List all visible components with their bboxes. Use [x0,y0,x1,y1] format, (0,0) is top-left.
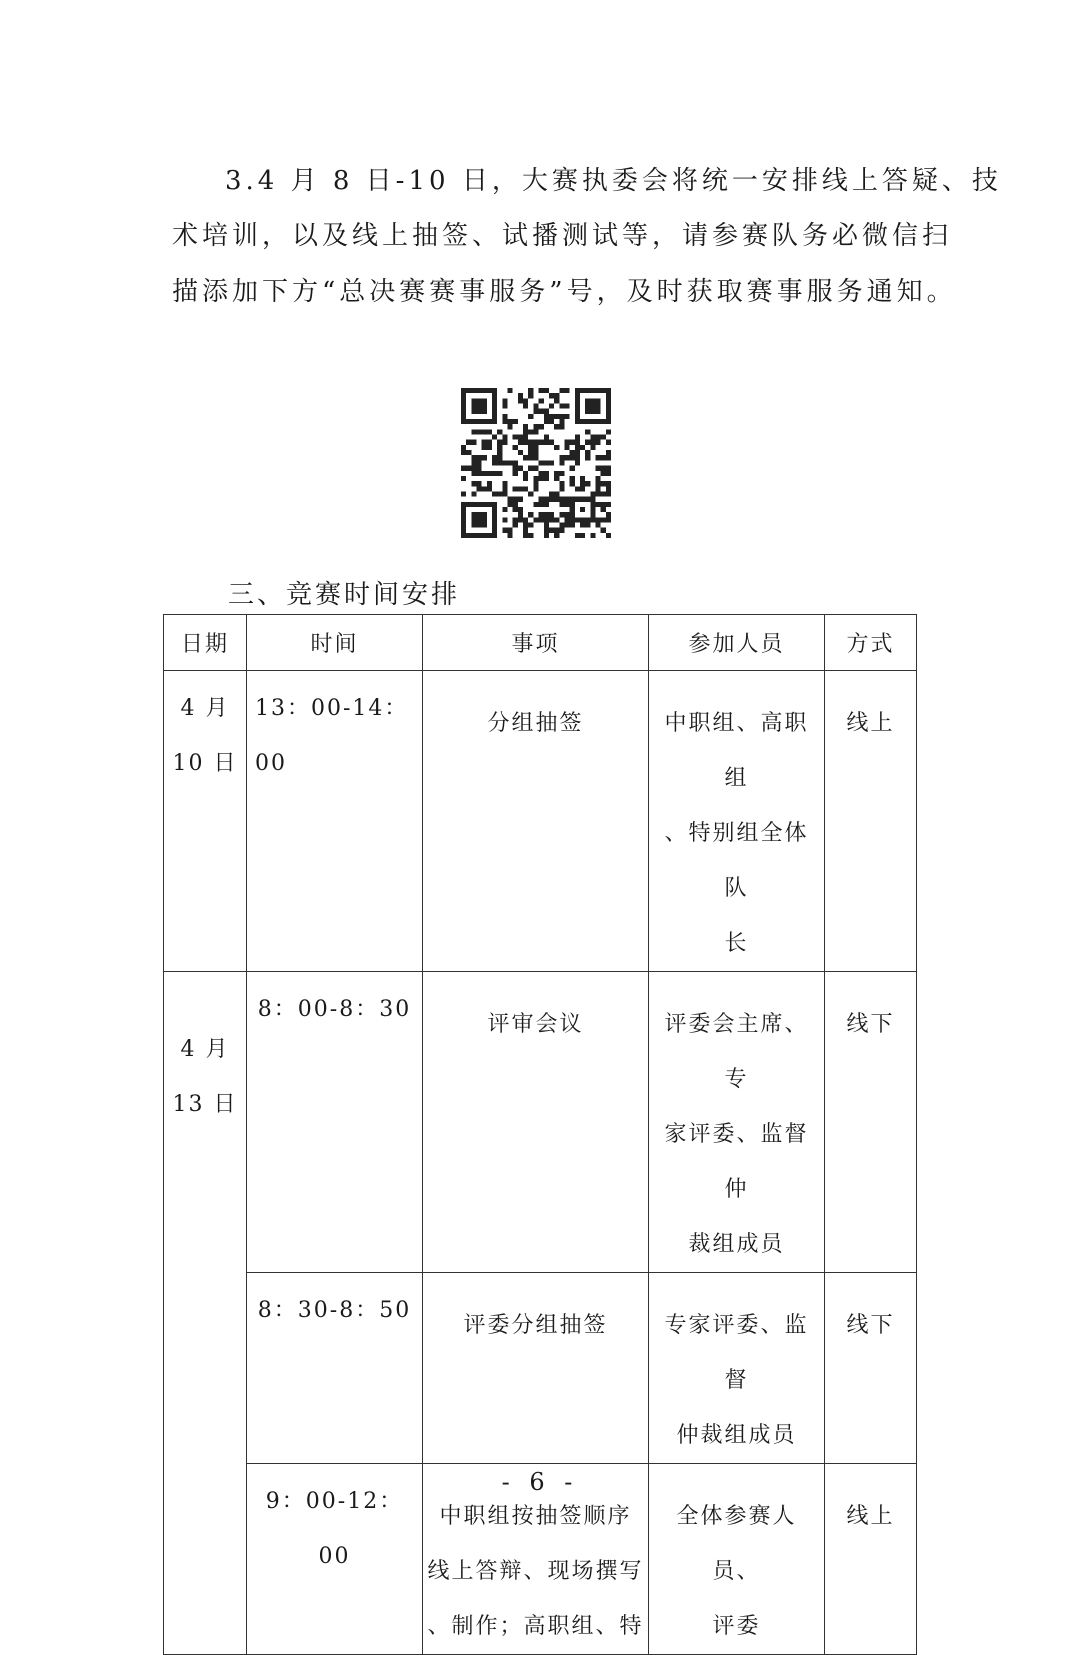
item-cell [423,972,649,1273]
date-cell [164,972,247,1655]
item-line: 评委分组抽签 [463,1313,608,1338]
time-value: 8：00-8：30 [257,997,412,1022]
mode-cell [825,972,917,1273]
header-time: 时间 [247,615,423,671]
item-line: 评审会议 [487,1012,584,1037]
paragraph-line-1: 3.4 月 8 日-10 日，大赛执委会将统一安排线上答疑、技 [225,166,1002,196]
people-line: 家评委、监督仲 [664,1122,809,1202]
time-value: 13：00-14：00 [255,696,409,776]
people-line: 评委会主席、专 [664,1012,809,1092]
qr-code-image [461,388,611,538]
paragraph-line-2: 术培训，以及线上抽签、试播测试等，请参赛队务必微信扫 [172,221,953,251]
header-date: 日期 [164,615,247,671]
table-header-row [164,615,917,671]
date-day: 10 日 [172,751,238,776]
mode-cell [825,671,917,972]
page-number: - 6 - [501,1468,579,1496]
item-line: 中职组按抽签顺序 [439,1504,632,1529]
people-cell [649,671,825,972]
item-line: 分组抽签 [487,711,584,736]
people-line: 长 [724,931,749,956]
people-cell [649,972,825,1273]
people-cell [649,1273,825,1464]
people-line: 全体参赛人员、 [676,1504,797,1584]
mode-value: 线上 [846,711,895,736]
people-line: 仲裁组成员 [676,1423,797,1448]
item-line: 线上答辩、现场撰写 [427,1559,644,1584]
table-row [164,671,917,972]
paragraph-line-3: 描添加下方“总决赛赛事服务”号，及时获取赛事服务通知。 [172,277,957,307]
people-line: 评委 [712,1614,761,1639]
header-item: 事项 [423,615,649,671]
time-cell [247,1273,423,1464]
section-heading: 三、竞赛时间安排 [228,580,461,610]
item-cell [423,1273,649,1464]
people-line: 专家评委、监督 [664,1313,809,1393]
time-value: 8：30-8：50 [257,1298,412,1323]
date-day: 13 日 [172,1092,238,1117]
time-cell [247,972,423,1273]
table-row [164,1273,917,1464]
item-line: 、制作；高职组、特 [427,1614,644,1639]
mode-value: 线上 [846,1504,895,1529]
header-mode: 方式 [825,615,917,671]
date-cell [164,671,247,972]
schedule-table [163,614,917,1655]
people-line: 裁组成员 [688,1232,785,1257]
item-cell [423,671,649,972]
mode-value: 线下 [846,1012,895,1037]
people-line: 、特别组全体队 [664,821,809,901]
date-month: 4 月 [180,696,230,721]
time-value: 9：00-12：00 [265,1489,404,1569]
people-line: 中职组、高职组 [664,711,809,791]
header-people: 参加人员 [649,615,825,671]
mode-value: 线下 [846,1313,895,1338]
date-month: 4 月 [180,1037,230,1062]
time-cell [247,671,423,972]
mode-cell [825,1273,917,1464]
table-row [164,972,917,1273]
